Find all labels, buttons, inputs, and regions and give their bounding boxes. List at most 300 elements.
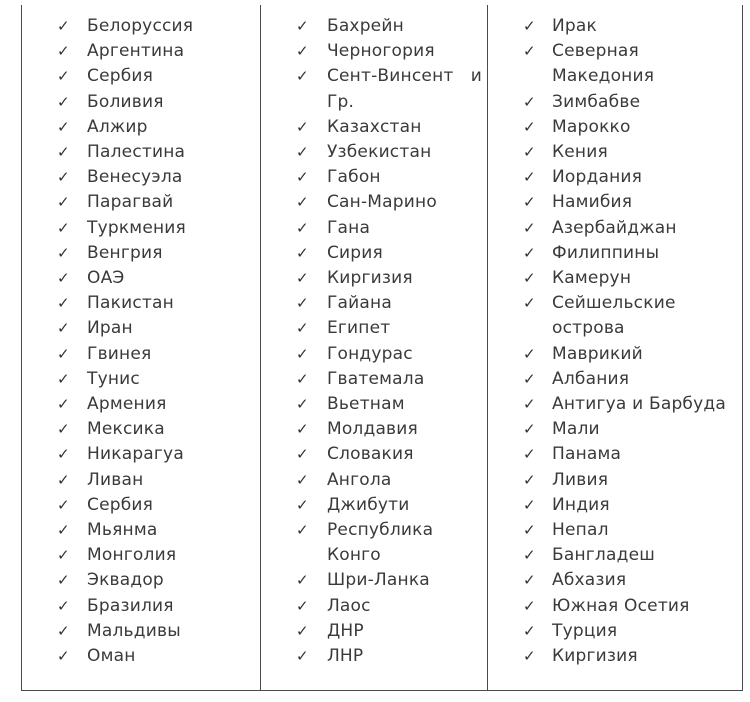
country-name-line: Гайана <box>326 293 392 314</box>
checkmark-icon: ✓ <box>295 193 309 212</box>
list-item <box>22 367 260 392</box>
checkmark-icon: ✓ <box>523 546 536 565</box>
country-name-line: Сейшельские <box>552 293 676 314</box>
country-name <box>552 568 742 593</box>
list-item <box>22 594 260 619</box>
checkmark-icon: ✓ <box>295 395 309 414</box>
country-name <box>327 644 482 669</box>
country-name <box>87 266 124 291</box>
country-name <box>552 90 742 115</box>
country-name <box>87 39 184 64</box>
country-name-line: Мальдивы <box>87 620 181 641</box>
country-name <box>87 241 163 266</box>
checkmark-icon: ✓ <box>523 92 536 111</box>
country-name-line: Молдавия <box>326 419 418 440</box>
list-item <box>261 190 487 215</box>
country-name-line: Туркмения <box>87 217 186 238</box>
country-name <box>552 216 742 241</box>
country-name <box>552 190 742 215</box>
checkmark-icon: ✓ <box>57 193 70 212</box>
country-name-line: Марокко <box>552 116 631 137</box>
checkmark-icon: ✓ <box>523 294 536 313</box>
list-item <box>488 115 742 140</box>
country-name-line: ОАЭ <box>87 268 125 289</box>
checkmark-icon: ✓ <box>57 117 70 136</box>
country-name-line: Мексика <box>87 419 165 440</box>
list-item <box>488 216 742 241</box>
checkmark-icon: ✓ <box>57 218 70 237</box>
list-item <box>22 518 260 543</box>
list-item <box>22 241 260 266</box>
list-item <box>488 241 742 266</box>
list-item <box>22 190 260 215</box>
list-item <box>488 342 742 367</box>
list-item <box>488 568 742 593</box>
country-name-line: Конго <box>326 545 381 566</box>
country-name <box>327 442 482 467</box>
list-item <box>261 594 487 619</box>
list-item <box>488 90 742 115</box>
checkmark-icon: ✓ <box>295 143 309 162</box>
list-item <box>488 442 742 467</box>
country-name-line: Эквадор <box>87 570 164 591</box>
list-item <box>488 39 742 89</box>
country-name <box>327 392 482 417</box>
country-name <box>552 342 742 367</box>
list-item <box>261 39 487 64</box>
country-name <box>87 493 153 518</box>
country-name <box>327 14 482 39</box>
list-item <box>22 316 260 341</box>
country-name-line: Узбекистан <box>326 142 432 163</box>
checkmark-icon: ✓ <box>295 369 309 388</box>
checkmark-icon: ✓ <box>295 269 309 288</box>
checkmark-icon: ✓ <box>523 344 536 363</box>
country-name <box>87 568 164 593</box>
country-name <box>327 39 482 64</box>
checkmark-icon: ✓ <box>57 420 70 439</box>
country-name-line: Бангладеш <box>552 545 655 566</box>
country-name <box>327 165 482 190</box>
checkmark-icon: ✓ <box>57 495 70 514</box>
country-name-line: Шри-Ланка <box>326 570 430 591</box>
list-item <box>261 442 487 467</box>
checkmark-icon: ✓ <box>523 647 536 666</box>
checkmark-icon: ✓ <box>57 168 70 187</box>
country-name-line: Абхазия <box>552 570 627 591</box>
list-item <box>488 165 742 190</box>
checkmark-icon: ✓ <box>295 596 309 615</box>
country-name-line: ДНР <box>326 620 364 641</box>
country-name <box>327 619 482 644</box>
checkmark-icon: ✓ <box>523 495 536 514</box>
checkmark-icon: ✓ <box>523 42 536 61</box>
list-item <box>22 493 260 518</box>
list-item <box>261 291 487 316</box>
country-name <box>327 468 482 493</box>
column-3 <box>488 5 742 690</box>
list-item <box>261 64 487 114</box>
country-name-line: Белоруссия <box>87 16 194 36</box>
list-item <box>488 594 742 619</box>
country-name-line: Венгрия <box>87 242 163 263</box>
checkmark-icon: ✓ <box>295 67 309 86</box>
country-name <box>552 367 742 392</box>
country-name-line: Гана <box>326 217 371 238</box>
country-name-line: Южная Осетия <box>552 595 690 616</box>
list-item <box>261 115 487 140</box>
checkmark-icon: ✓ <box>57 143 70 162</box>
list-item <box>261 266 487 291</box>
checkmark-icon: ✓ <box>523 369 536 388</box>
checkmark-icon: ✓ <box>295 445 309 464</box>
country-name-line: Камерун <box>552 268 632 289</box>
column-1 <box>22 5 261 690</box>
list-item <box>22 543 260 568</box>
list-item <box>261 468 487 493</box>
checkmark-icon: ✓ <box>57 621 70 640</box>
country-name-line: Оман <box>87 646 136 667</box>
checkmark-icon: ✓ <box>57 92 70 111</box>
list-item <box>22 165 260 190</box>
country-name-line: Бахрейн <box>326 16 404 36</box>
country-name-line: Никарагуа <box>87 444 184 465</box>
checkmark-icon: ✓ <box>523 193 536 212</box>
country-name <box>327 216 482 241</box>
country-name <box>327 266 482 291</box>
checkmark-icon: ✓ <box>57 42 70 61</box>
country-name <box>552 493 742 518</box>
country-name <box>327 493 482 518</box>
country-name-line: Иордания <box>552 167 643 188</box>
checkmark-icon: ✓ <box>57 369 70 388</box>
country-name <box>552 417 742 442</box>
checkmark-icon: ✓ <box>295 521 309 540</box>
country-name-line: Киргизия <box>326 268 413 289</box>
list-item <box>261 568 487 593</box>
country-name <box>552 241 742 266</box>
list-item <box>488 367 742 392</box>
list-item <box>22 417 260 442</box>
country-name <box>327 367 482 392</box>
country-name-line: Македония <box>552 66 655 87</box>
list-item <box>22 39 260 64</box>
country-name <box>87 190 173 215</box>
list-item <box>261 165 487 190</box>
checkmark-icon: ✓ <box>295 319 309 338</box>
country-name-line: Мьянма <box>87 520 158 541</box>
checkmark-icon: ✓ <box>523 168 536 187</box>
country-name-line: острова <box>552 318 625 339</box>
country-name-line: Иран <box>87 318 133 339</box>
country-name <box>327 140 482 165</box>
country-name <box>87 316 133 341</box>
list-item <box>488 468 742 493</box>
list-item <box>261 316 487 341</box>
list-item <box>261 367 487 392</box>
country-name-line: Армения <box>87 394 167 415</box>
country-name <box>327 190 482 215</box>
country-name <box>87 216 186 241</box>
checkmark-icon: ✓ <box>523 269 536 288</box>
checkmark-icon: ✓ <box>57 571 70 590</box>
list-item <box>261 493 487 518</box>
country-name-line: Зимбабве <box>552 91 641 112</box>
country-name-line: Пакистан <box>87 293 174 314</box>
list-item <box>22 568 260 593</box>
list-item <box>22 392 260 417</box>
country-name-line: Намибия <box>552 192 633 213</box>
list-item <box>488 190 742 215</box>
list-item <box>488 493 742 518</box>
country-name <box>327 518 482 568</box>
list-item <box>261 417 487 442</box>
country-name-line: Вьетнам <box>326 394 405 415</box>
list-item <box>488 140 742 165</box>
checkmark-icon: ✓ <box>523 420 536 439</box>
country-name-line: Габон <box>326 167 381 188</box>
checkmark-icon: ✓ <box>295 344 309 363</box>
country-name <box>327 594 482 619</box>
country-name-line: Бразилия <box>87 595 174 616</box>
checkmark-icon: ✓ <box>523 470 536 489</box>
country-name-line: Албания <box>552 368 630 389</box>
list-item <box>488 644 742 669</box>
country-name <box>87 90 164 115</box>
checkmark-icon: ✓ <box>57 67 70 86</box>
country-name <box>552 442 742 467</box>
country-list <box>488 5 742 669</box>
checkmark-icon: ✓ <box>295 621 309 640</box>
list-item <box>488 291 742 341</box>
country-name <box>552 392 742 417</box>
list-item <box>22 14 260 39</box>
list-item <box>261 14 487 39</box>
checkmark-icon: ✓ <box>57 243 70 262</box>
country-name <box>552 644 742 669</box>
list-item <box>22 442 260 467</box>
country-name <box>87 417 165 442</box>
country-name-line: Тунис <box>87 368 140 389</box>
country-name <box>552 140 742 165</box>
list-item <box>22 619 260 644</box>
checkmark-icon: ✓ <box>57 294 70 313</box>
checkmark-icon: ✓ <box>295 42 309 61</box>
checkmark-icon: ✓ <box>523 117 536 136</box>
country-name <box>327 241 482 266</box>
country-name-line: Гондурас <box>326 343 413 364</box>
country-name <box>87 468 143 493</box>
checkmark-icon: ✓ <box>57 17 70 35</box>
checkmark-icon: ✓ <box>57 470 70 489</box>
list-item <box>22 90 260 115</box>
country-name-line: Ирак <box>552 16 597 36</box>
country-name-line: Сирия <box>326 242 383 263</box>
checkmark-icon: ✓ <box>295 470 309 489</box>
country-name-line: Азербайджан <box>552 217 677 238</box>
country-name <box>552 594 742 619</box>
checkmark-icon: ✓ <box>523 445 536 464</box>
list-item <box>22 291 260 316</box>
country-list <box>22 5 260 669</box>
country-name <box>552 543 742 568</box>
list-item <box>22 140 260 165</box>
checkmark-icon: ✓ <box>295 168 309 187</box>
country-name-line: Гвинея <box>87 343 152 364</box>
country-name <box>87 594 174 619</box>
list-item <box>22 64 260 89</box>
checkmark-icon: ✓ <box>295 243 309 262</box>
checkmark-icon: ✓ <box>57 521 70 540</box>
country-name-line: Кения <box>552 142 608 163</box>
country-name-line: Гр. <box>326 91 355 112</box>
country-name <box>327 316 482 341</box>
checkmark-icon: ✓ <box>295 17 309 35</box>
country-name <box>552 115 742 140</box>
list-item <box>488 417 742 442</box>
country-name-line: ЛНР <box>326 646 364 667</box>
country-name-line: Палестина <box>87 142 186 163</box>
list-item <box>261 644 487 669</box>
country-name <box>552 291 742 341</box>
list-item <box>488 619 742 644</box>
list-item <box>261 342 487 367</box>
list-item <box>22 342 260 367</box>
checkmark-icon: ✓ <box>523 571 536 590</box>
checkmark-icon: ✓ <box>523 395 536 414</box>
checkmark-icon: ✓ <box>295 218 309 237</box>
country-name <box>552 165 742 190</box>
country-name-line: Парагвай <box>87 192 174 213</box>
checkmark-icon: ✓ <box>295 571 309 590</box>
country-name <box>327 568 482 593</box>
country-name-line: Непал <box>552 520 609 541</box>
country-name <box>327 342 482 367</box>
country-name-line: Ливан <box>87 469 144 490</box>
checkmark-icon: ✓ <box>295 117 309 136</box>
country-name-line: Ангола <box>326 469 392 490</box>
country-name <box>87 165 183 190</box>
list-item <box>488 392 742 417</box>
checkmark-icon: ✓ <box>523 17 536 35</box>
checkmark-icon: ✓ <box>57 344 70 363</box>
checkmark-icon: ✓ <box>295 420 309 439</box>
country-name <box>87 392 167 417</box>
country-name-line: Сан-Марино <box>326 192 437 213</box>
checkmark-icon: ✓ <box>57 647 70 666</box>
country-name <box>327 115 482 140</box>
list-item <box>22 644 260 669</box>
country-name <box>87 518 157 543</box>
country-name <box>87 14 193 39</box>
country-name-line: Северная <box>552 41 639 62</box>
country-name-line: Сербия <box>87 66 154 87</box>
country-name-line: Сербия <box>87 494 154 515</box>
country-name <box>327 64 482 114</box>
country-name-line: Киргизия <box>552 646 638 667</box>
checkmark-icon: ✓ <box>523 621 536 640</box>
checkmark-icon: ✓ <box>57 445 70 464</box>
country-name <box>87 619 181 644</box>
country-name-line: Джибути <box>326 494 410 515</box>
checkmark-icon: ✓ <box>57 395 70 414</box>
checkmark-icon: ✓ <box>295 294 309 313</box>
country-name <box>87 115 148 140</box>
checkmark-icon: ✓ <box>57 319 70 338</box>
country-name-line: Сент-Винсент и <box>326 66 482 87</box>
country-name-line: Боливия <box>87 91 164 112</box>
country-name-line: Алжир <box>87 116 148 137</box>
list-item <box>261 241 487 266</box>
country-name-line: Маврикий <box>552 343 643 364</box>
country-name <box>87 442 184 467</box>
country-name-line: Аргентина <box>87 41 185 62</box>
list-item <box>22 216 260 241</box>
checkmark-icon: ✓ <box>523 521 536 540</box>
country-name <box>552 518 742 543</box>
country-name-line: Антигуа и Барбуда <box>552 394 726 415</box>
country-name <box>87 140 185 165</box>
country-list <box>261 5 487 669</box>
list-item <box>488 266 742 291</box>
checkmark-icon: ✓ <box>295 495 309 514</box>
country-name <box>87 342 151 367</box>
list-item <box>488 518 742 543</box>
country-name-line: Египет <box>326 318 391 339</box>
country-name <box>87 64 153 89</box>
country-name-line: Индия <box>552 494 610 515</box>
country-name-line: Лаос <box>326 595 371 616</box>
country-name-line: Монголия <box>87 545 177 566</box>
country-name-line: Венесуэла <box>87 167 183 188</box>
country-name-line: Турция <box>552 620 618 641</box>
list-item <box>488 543 742 568</box>
country-name-line: Филиппины <box>552 242 660 263</box>
checkmark-icon: ✓ <box>523 143 536 162</box>
list-item <box>488 14 742 39</box>
list-item <box>261 392 487 417</box>
country-name <box>327 417 482 442</box>
country-name <box>87 543 176 568</box>
list-item <box>22 115 260 140</box>
list-item <box>261 518 487 568</box>
country-name <box>552 468 742 493</box>
checkmark-icon: ✓ <box>57 596 70 615</box>
checkmark-icon: ✓ <box>523 243 536 262</box>
country-name <box>552 14 742 39</box>
country-name-line: Панама <box>552 444 622 465</box>
list-item <box>261 216 487 241</box>
list-item <box>22 468 260 493</box>
country-name-line: Черногория <box>326 41 435 62</box>
checkmark-icon: ✓ <box>57 269 70 288</box>
country-name <box>552 39 742 89</box>
column-2 <box>261 5 488 690</box>
country-name-line: Республика <box>326 520 434 541</box>
checkmark-icon: ✓ <box>295 647 309 666</box>
country-name <box>87 291 174 316</box>
country-name <box>552 266 742 291</box>
country-name-line: Казахстан <box>326 116 422 137</box>
country-name-line: Гватемала <box>326 368 425 389</box>
list-item <box>261 619 487 644</box>
country-name <box>552 619 742 644</box>
country-name-line: Ливия <box>552 469 609 490</box>
checkmark-icon: ✓ <box>523 218 536 237</box>
list-item <box>22 266 260 291</box>
country-name-line: Словакия <box>326 444 414 465</box>
list-item <box>261 140 487 165</box>
